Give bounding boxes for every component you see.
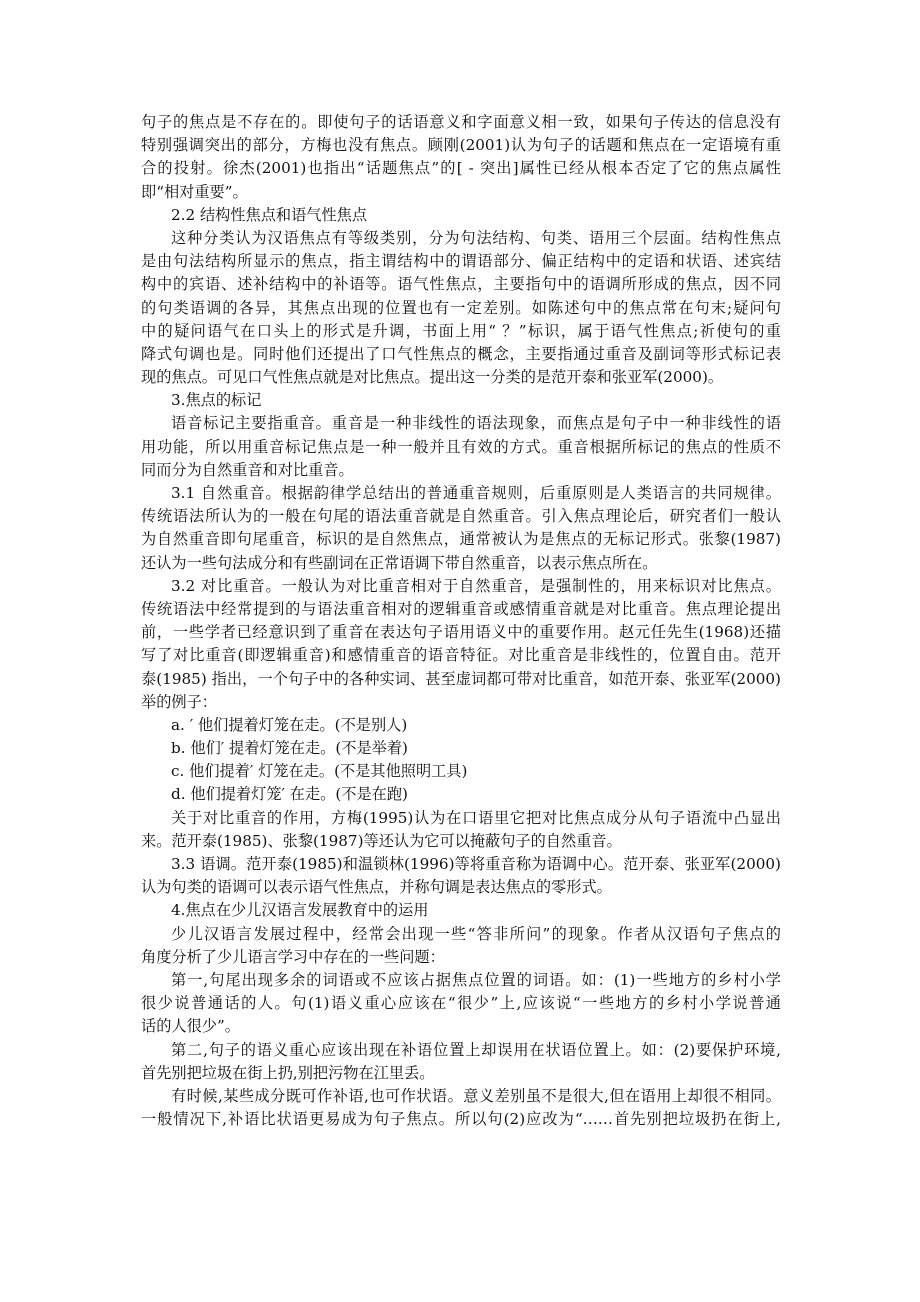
text-line: 用功能，所以用重音标记焦点是一种一般并且有效的方式。重音根据所标记的焦点的性质不 [141, 437, 781, 456]
text-line: 3.焦点的标记 [171, 391, 262, 410]
text-line: 一般情况下,补语比状语更易成为句子焦点。所以句(2)应改为“……首先别把垃圾扔在街上, [141, 1110, 781, 1129]
text-line: b. 他们′ 提着灯笼在走。(不是举着) [171, 739, 408, 758]
text-line: 有时候,某些成分既可作补语,也可作状语。意义差别虽不是很大,但在语用上却很不相同。 [171, 1086, 781, 1105]
text-line: 传统语法中经常提到的与语法重音相对的逻辑重音或感情重音就是对比重音。焦点理论提出 [141, 599, 781, 618]
text-line: 特别强调突出的部分，方梅也没有焦点。顾刚(2001)认为句子的话题和焦点在一定语境有重 [141, 136, 781, 155]
text-line: 为自然重音即句尾重音，标识的是自然焦点，通常被认为是焦点的无标记形式。张黎(1987) [141, 530, 781, 549]
text-line: 的句类语调的各异，其焦点出现的位置也有一定差别。如陈述句中的焦点常在句末;疑问句 [141, 298, 781, 317]
text-line: 很少说普通话的人。句(1)语义重心应该在“很少”上,应该说“一些地方的乡村小学说普通 [141, 994, 781, 1013]
text-line: 来。范开泰(1985)、张黎(1987)等还认为它可以掩蔽句子的自然重音。 [141, 831, 622, 850]
text-line: 语音标记主要指重音。重音是一种非线性的语法现象，而焦点是句子中一种非线性的语 [171, 414, 781, 433]
text-line: 举的例子： [141, 692, 217, 711]
text-line: 认为句类的语调可以表示语气性焦点，并称句调是表达焦点的零形式。 [141, 878, 612, 897]
text-line: 3.2 对比重音。一般认为对比重音相对于自然重音，是强制性的，用来标识对比焦点。 [171, 576, 781, 595]
text-line: 同而分为自然重音和对比重音。 [141, 460, 354, 479]
text-line: 关于对比重音的作用，方梅(1995)认为在口语里它把对比焦点成分从句子语流中凸显出 [171, 808, 781, 827]
text-line: 少儿汉语言发展过程中，经常会出现一些“答非所问”的现象。作者从汉语句子焦点的 [171, 924, 781, 943]
text-line: d. 他们提着灯笼′ 在走。(不是在跑) [171, 785, 408, 804]
text-line: 是由句法结构所显示的焦点，指主谓结构中的谓语部分、偏正结构中的定语和状语、述宾结 [141, 252, 781, 271]
text-line: 这种分类认为汉语焦点有等级类别，分为句法结构、句类、语用三个层面。结构性焦点 [171, 228, 781, 247]
text-line: 第一,句尾出现多余的词语或不应该占据焦点位置的词语。如：(1)一些地方的乡村小学 [171, 970, 781, 989]
text-line: c. 他们提着′ 灯笼在走。(不是其他照明工具) [171, 762, 468, 781]
text-line: 合的投射。徐杰(2001)也指出“话题焦点”的[ - 突出]属性已经从根本否定了它的焦点属性 [141, 159, 781, 178]
text-line: 第二,句子的语义重心应该出现在补语位置上却误用在状语位置上。如：(2)要保护环境, [171, 1040, 781, 1059]
text-line: 首先别把垃圾在街上扔,别把污物在江里丢。 [141, 1063, 435, 1082]
text-line: a. ′ 他们提着灯笼在走。(不是别人) [171, 715, 408, 734]
text-line: 还认为一些句法成分和有些副词在正常语调下带自然重音，以表示焦点所在。 [141, 553, 658, 572]
text-line: 即“相对重要”。 [141, 182, 248, 201]
text-line: 话的人很少”。 [141, 1017, 240, 1036]
text-line: 写了对比重音(即逻辑重音)和感情重音的语音特征。对比重音是非线性的，位置自由。范开 [141, 646, 781, 665]
text-line: 构中的宾语、述补结构中的补语等。语气性焦点，主要指句中的语调所形成的焦点，因不同 [141, 275, 781, 294]
text-line: 前，一些学者已经意识到了重音在表达句子语用语义中的重要作用。赵元任先生(1968)还描 [141, 623, 781, 642]
text-line: 3.3 语调。范开泰(1985)和温锁林(1996)等将重音称为语调中心。范开泰、张亚军(2000) [171, 855, 781, 873]
text-line: 4.焦点在少儿汉语言发展教育中的运用 [171, 901, 429, 920]
text-line: 2.2 结构性焦点和语气性焦点 [171, 205, 368, 224]
text-line: 句子的焦点是不存在的。即使句子的话语意义和字面意义相一致，如果句子传达的信息没有 [141, 113, 781, 131]
text-line: 中的疑问语气在口头上的形式是升调，书面上用“ ？”标识，属于语气性焦点;祈使句的重 [141, 321, 781, 340]
text-line: 传统语法所认为的一般在句尾的语法重音就是自然重音。引入焦点理论后，研究者们一般认 [141, 507, 781, 526]
document-page [141, 111, 781, 1131]
text-line: 3.1 自然重音。根据韵律学总结出的普通重音规则，后重原则是人类语言的共同规律。 [171, 484, 781, 502]
text-line: 泰(1985) 指出，一个句子中的各种实词、甚至虚词都可带对比重音，如范开泰、张亚军(2000) [141, 669, 781, 688]
text-line: 现的焦点。可见口气性焦点就是对比焦点。提出这一分类的是范开泰和张亚军(2000)。 [141, 368, 724, 387]
text-line: 角度分析了少儿语言学习中存在的一些问题： [141, 947, 445, 966]
text-line: 降式句调也是。同时他们还提出了口气性焦点的概念，主要指通过重音及副词等形式标记表 [141, 344, 781, 363]
